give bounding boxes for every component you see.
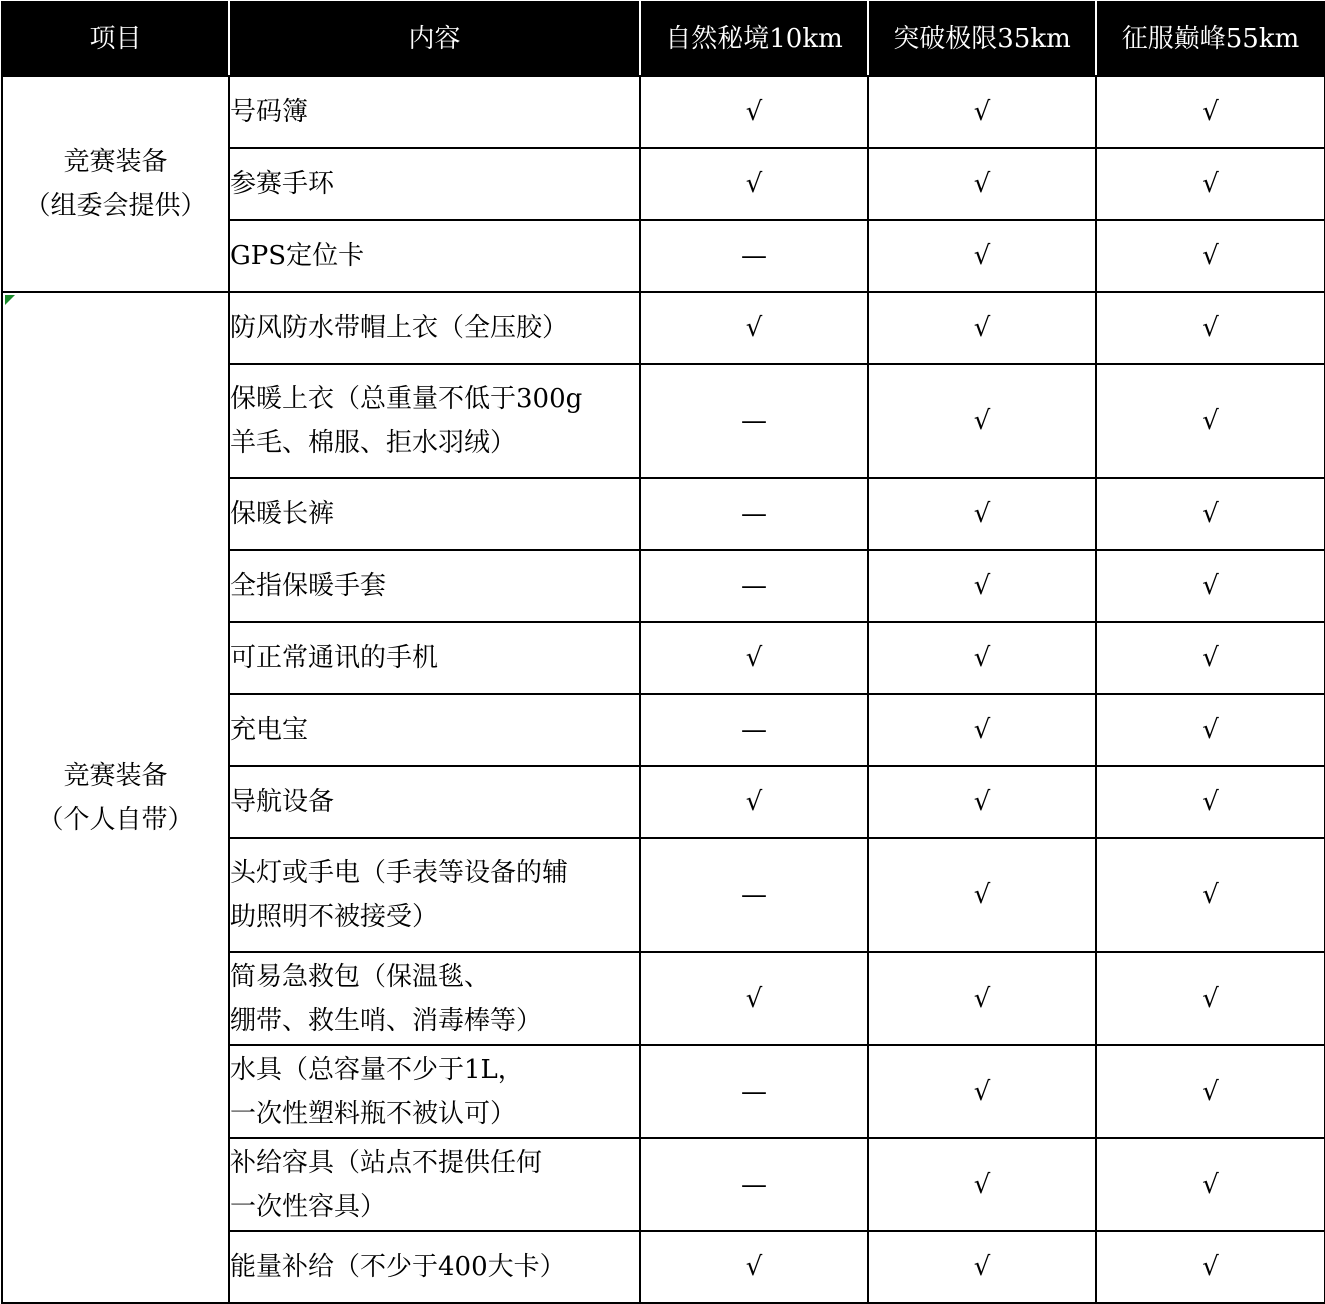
item-label-line: 保暖长裤 [230,499,335,529]
item-cell [229,622,640,694]
check-mark-icon: √ [868,148,1096,220]
check-mark-icon: √ [640,148,868,220]
dash-mark-icon: — [640,838,868,952]
item-label-line: 导航设备 [230,787,335,817]
item-cell [229,838,640,952]
item-cell [229,952,640,1045]
check-mark-icon: √ [868,838,1096,952]
check-mark-icon: √ [868,952,1096,1045]
item-label-line: 补给容具（站点不提供任何 [230,1147,543,1178]
check-mark-icon: √ [868,1138,1096,1231]
check-mark-icon: √ [640,952,868,1045]
check-mark-icon: √ [1096,292,1325,364]
check-mark-icon: √ [640,292,868,364]
item-cell [229,1138,640,1231]
dash-mark-icon: — [640,220,868,292]
check-mark-icon: √ [1096,364,1325,478]
item-label-line: 一次性容具） [230,1191,387,1222]
check-mark-icon: √ [640,622,868,694]
check-mark-icon: √ [1096,1231,1325,1303]
header-route-35km: 突破极限35km [868,2,1096,76]
check-mark-icon: √ [868,76,1096,148]
item-label-line: GPS定位卡 [230,241,365,271]
item-cell [229,292,640,364]
table-row [2,292,1325,364]
dash-mark-icon: — [640,694,868,766]
item-label-line: 能量补给（不少于400大卡） [230,1252,566,1282]
item-cell [229,550,640,622]
check-mark-icon: √ [868,364,1096,478]
dash-mark-icon: — [640,1138,868,1231]
check-mark-icon: √ [868,694,1096,766]
check-mark-icon: √ [1096,1138,1325,1231]
check-mark-icon: √ [640,1231,868,1303]
check-mark-icon: √ [868,220,1096,292]
dash-mark-icon: — [640,364,868,478]
item-cell [229,220,640,292]
check-mark-icon: √ [1096,838,1325,952]
item-label-line: 全指保暖手套 [230,571,387,601]
item-cell [229,364,640,478]
check-mark-icon: √ [1096,952,1325,1045]
item-label-line: 简易急救包（保温毯、 [230,961,491,992]
item-label-line: 防风防水带帽上衣（全压胶） [230,313,569,343]
check-mark-icon: √ [1096,478,1325,550]
category-label-line: （组委会提供） [24,191,207,221]
table-row [2,76,1325,148]
header-content: 内容 [229,2,640,76]
category-cell [2,292,229,1303]
item-label-line: 号码簿 [230,97,309,127]
check-mark-icon: √ [1096,1045,1325,1138]
equipment-table [1,1,1325,1304]
check-mark-icon: √ [1096,550,1325,622]
item-cell [229,694,640,766]
header-category: 项目 [2,2,229,76]
check-mark-icon: √ [868,1231,1096,1303]
table-body [2,76,1325,1303]
check-mark-icon: √ [1096,148,1325,220]
check-mark-icon: √ [1096,766,1325,838]
check-mark-icon: √ [868,292,1096,364]
check-mark-icon: √ [1096,220,1325,292]
item-label-line: 头灯或手电（手表等设备的辅 [230,858,569,888]
check-mark-icon: √ [1096,76,1325,148]
item-cell [229,1045,640,1138]
check-mark-icon: √ [640,76,868,148]
check-mark-icon: √ [868,1045,1096,1138]
dash-mark-icon: — [640,550,868,622]
comment-marker-icon [5,295,15,305]
item-label-line: 水具（总容量不少于1L， [230,1054,524,1085]
item-cell [229,76,640,148]
check-mark-icon: √ [868,550,1096,622]
item-label-line: 保暖上衣（总重量不低于300g [230,384,583,414]
check-mark-icon: √ [1096,622,1325,694]
item-label-line: 一次性塑料瓶不被认可） [230,1098,517,1129]
item-label-line: 助照明不被接受） [230,902,439,932]
header-row [2,2,1325,76]
check-mark-icon: √ [868,622,1096,694]
item-cell [229,478,640,550]
category-label-line: 竞赛装备 [63,760,168,791]
item-cell [229,1231,640,1303]
item-label-line: 羊毛、棉服、拒水羽绒） [230,428,517,458]
item-label-line: 充电宝 [230,715,309,745]
dash-mark-icon: — [640,478,868,550]
item-label-line: 可正常通讯的手机 [230,643,439,673]
item-cell [229,148,640,220]
category-label-line: （个人自带） [37,804,194,835]
category-label-line: 竞赛装备 [63,147,168,177]
item-label-line: 绷带、救生哨、消毒棒等） [230,1005,543,1036]
check-mark-icon: √ [868,478,1096,550]
header-route-55km: 征服巅峰55km [1096,2,1325,76]
check-mark-icon: √ [640,766,868,838]
item-label-line: 参赛手环 [230,169,335,199]
dash-mark-icon: — [640,1045,868,1138]
check-mark-icon: √ [868,766,1096,838]
category-cell [2,76,229,292]
item-cell [229,766,640,838]
check-mark-icon: √ [1096,694,1325,766]
header-route-10km: 自然秘境10km [640,2,868,76]
